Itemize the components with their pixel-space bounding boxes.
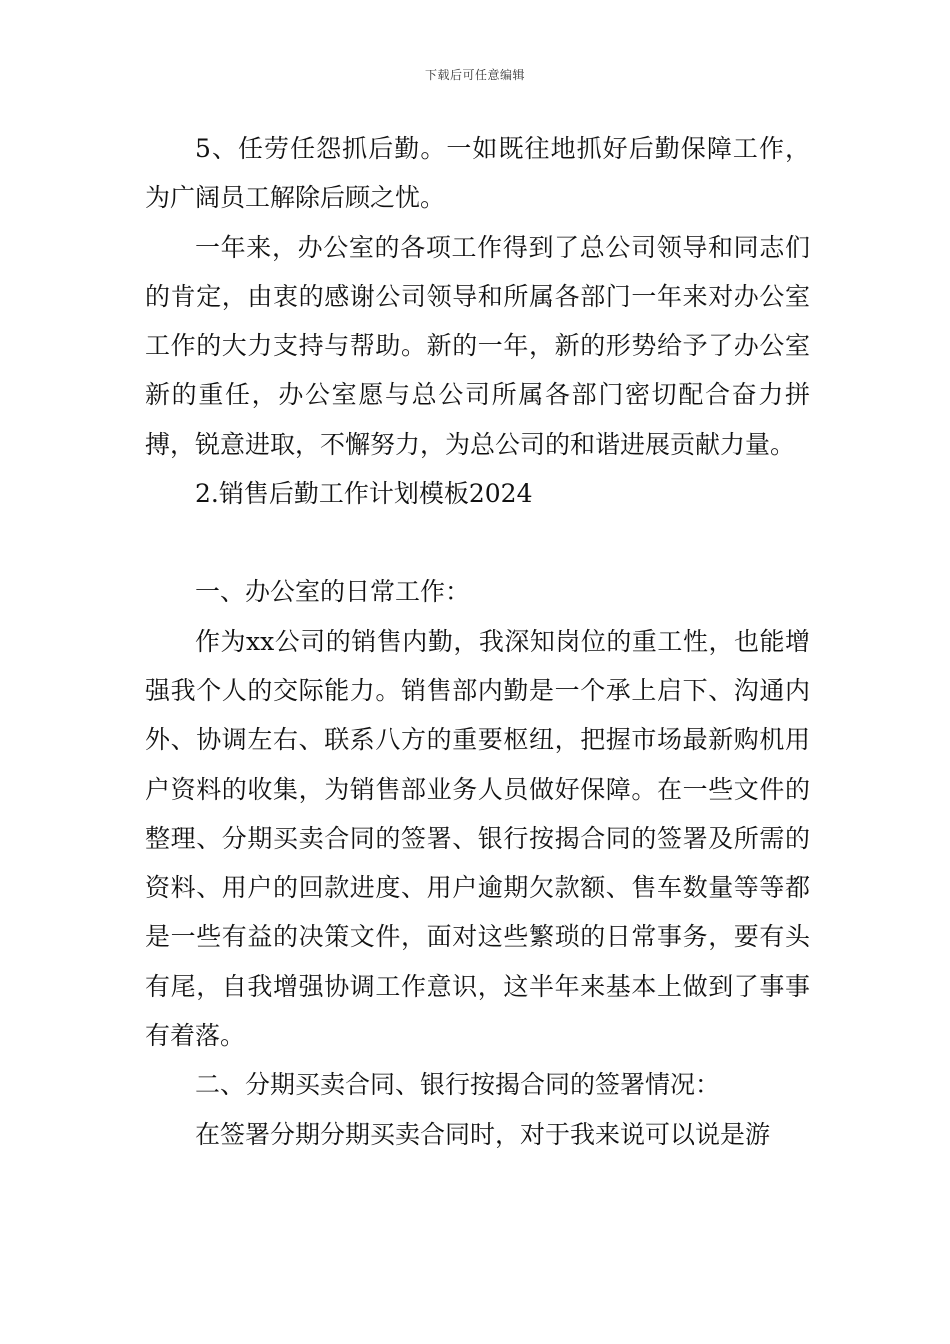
- heading-daily-work: 一、办公室的日常工作：: [195, 577, 471, 607]
- paragraph-logistics: 5、任劳任怨抓后勤。一如既往地抓好后勤保障工作，为广阔员工解除后顾之忧。: [145, 134, 810, 213]
- paragraph-year-summary: 一年来，办公室的各项工作得到了总公司领导和同志们的肯定，由衷的感谢公司领导和所属各部门一年来对办公室工作的大力支持与帮助。新的一年，新的形势给予了办公室新的重任，办公室愿与总公司所属各部门密切配合奋力拼搏，锐意进取，不懈努力，为总公司的和谐进展贡献力量。: [145, 232, 810, 459]
- paragraph-contracts: 在签署分期分期买卖合同时，对于我来说可以说是游: [195, 1119, 771, 1149]
- paragraph-daily-work: 作为xx公司的销售内勤，我深知岗位的重工性，也能增强我个人的交际能力。销售部内勤是一个承上启下、沟通内外、协调左右、联系八方的重要枢纽，把握市场最新购机用户资料的收集，为销售部业务人员做好保障。在一些文件的整理、分期买卖合同的签署、银行按揭合同的签署及所需的资料、用户的回款进度、用户逾期欠款额、售车数量等等都是一些有益的决策文件，面对这些繁琐的日常事务，要有头有尾，自我增强协调工作意识，这半年来基本上做到了事事有着落。: [145, 626, 810, 1051]
- heading-contracts: 二、分期买卖合同、银行按揭合同的签署情况：: [195, 1070, 721, 1100]
- spacer: [145, 518, 810, 567]
- page-header: 下载后可任意编辑: [424, 68, 525, 82]
- document-body: [145, 124, 810, 1159]
- section-title: 2.销售后勤工作计划模板2024: [195, 479, 533, 509]
